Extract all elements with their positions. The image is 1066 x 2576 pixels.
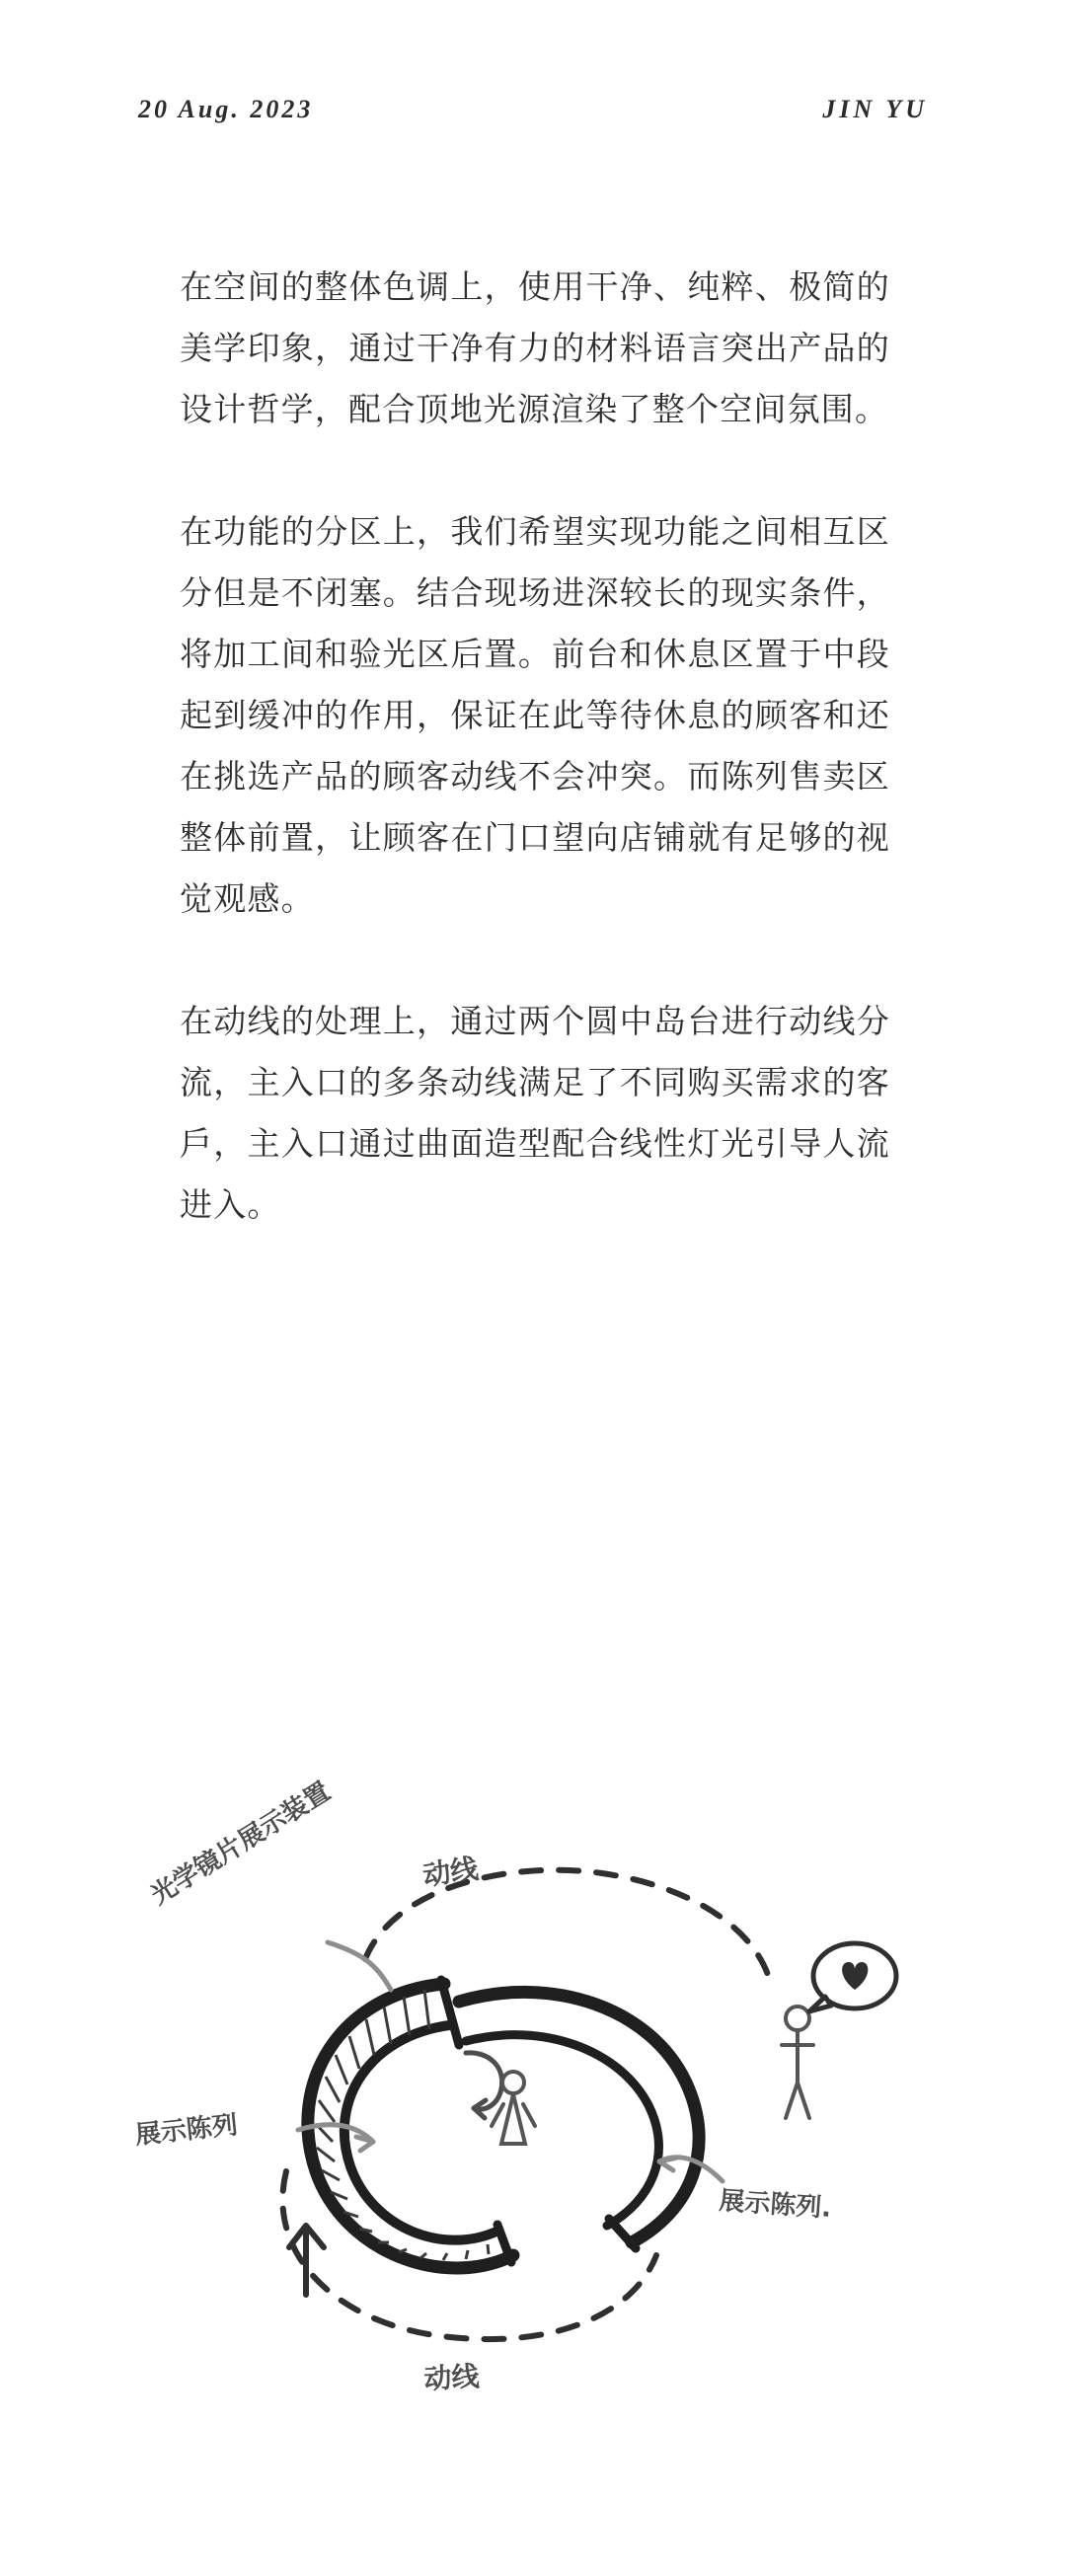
header-date: 20 Aug. 2023 — [138, 95, 314, 123]
sketch-label-left-note: 光学镜片展示装置 — [145, 1777, 337, 1911]
island-cap-top — [441, 1980, 459, 2045]
paragraph-3: 在动线的处理上，通过两个圆中岛台进行动线分流，主入口的多条动线满足了不同购买需求的客戶，主入口通过曲面造型配合线性灯光引导人流进入。 — [180, 1002, 890, 1224]
person-right — [782, 2007, 813, 2118]
sketch-label-left-display: 展示陈列 — [133, 2110, 240, 2151]
page-header — [138, 95, 928, 124]
callout-arrow-right-display — [659, 2158, 677, 2170]
paragraph-1: 在空间的整体色调上，使用干净、纯粹、极简的美学印象，通过干净有力的材料语言突出产品的设计哲学，配合顶地光源渲染了整个空间氛围。 — [180, 267, 890, 428]
paragraph-2: 在功能的分区上，我们希望实现功能之间相互区分但是不闭塞。结合现场进深较长的现实条件，将加工间和验光区后置。前台和休息区置于中段起到缓冲的作用，保证在此等待休息的顾客和还在挑选产品的顾客动线不会冲突。而陈列售卖区整体前置，让顾客在门口望向店铺就有足够的视觉观感。 — [180, 512, 890, 918]
header-author: JIN YU — [822, 95, 928, 123]
callout-line-left-note — [328, 1942, 391, 1990]
body-content — [180, 257, 890, 1236]
speech-bubble — [809, 1943, 896, 2011]
sketch-label-bottom-flow: 动线 — [422, 2360, 481, 2395]
callout-arrow-left-display — [356, 2137, 373, 2151]
island-cap-bottom-right — [609, 2219, 636, 2248]
floor-plan-sketch — [118, 1757, 948, 2448]
sketch-label-top-flow: 动线 — [420, 1852, 481, 1892]
sketch-label-right-display: 展示陈列. — [718, 2186, 833, 2224]
island-left-inner — [344, 2025, 498, 2240]
person-center — [492, 2072, 535, 2144]
